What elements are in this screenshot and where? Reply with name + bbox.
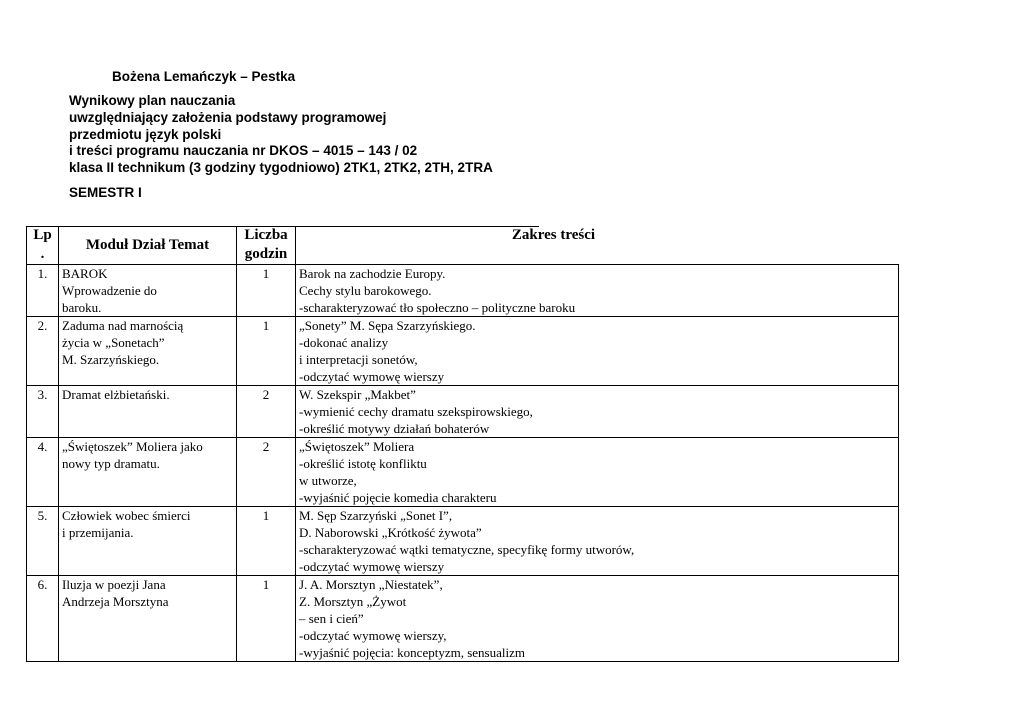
heading-line: klasa II technikum (3 godziny tygodniowo) 2TK1, 2TK2, 2TH, 2TRA bbox=[69, 160, 493, 176]
topic-line: baroku. bbox=[62, 300, 102, 315]
content-line: -wymienić cechy dramatu szekspirowskiego, bbox=[299, 404, 533, 419]
table-row bbox=[27, 265, 899, 317]
header-hours-line: Liczba bbox=[244, 227, 288, 243]
heading-line: i treści programu nauczania nr DKOS – 4015 – 143 / 02 bbox=[69, 143, 418, 159]
topic-line: Człowiek wobec śmierci bbox=[62, 508, 191, 523]
row-topic bbox=[59, 576, 237, 662]
header-module: Moduł Dział Temat bbox=[59, 226, 237, 265]
header-hours bbox=[237, 226, 296, 265]
content-line: -określić istotę konfliktu bbox=[299, 456, 427, 471]
row-topic bbox=[59, 438, 237, 507]
content-line: -wyjaśnić pojęcia: konceptyzm, sensualizm bbox=[299, 645, 525, 660]
topic-line: nowy typ dramatu. bbox=[62, 456, 160, 471]
row-hours: 1 bbox=[237, 265, 296, 317]
row-number: 4. bbox=[27, 438, 59, 507]
content-line: i interpretacji sonetów, bbox=[299, 352, 418, 367]
row-topic bbox=[59, 265, 237, 317]
document-heading bbox=[69, 93, 493, 177]
content-line: -odczytać wymowę wierszy bbox=[299, 369, 445, 384]
row-content bbox=[296, 576, 899, 662]
content-line: – sen i cień” bbox=[299, 611, 364, 626]
row-topic bbox=[59, 507, 237, 576]
topic-line: Andrzeja Morsztyna bbox=[62, 594, 169, 609]
row-number: 1. bbox=[27, 265, 59, 317]
row-number: 2. bbox=[27, 317, 59, 386]
heading-line: uwzględniający założenia podstawy programowej bbox=[69, 109, 387, 125]
content-line: Barok na zachodzie Europy. bbox=[299, 266, 446, 281]
row-content bbox=[296, 265, 899, 317]
topic-line: BAROK bbox=[62, 266, 108, 281]
row-content bbox=[296, 386, 899, 438]
row-hours: 2 bbox=[237, 438, 296, 507]
header-lp bbox=[27, 226, 59, 265]
header-hours-line: godzin bbox=[244, 246, 288, 262]
content-line: -odczytać wymowę wierszy bbox=[299, 559, 445, 574]
topic-line: Iluzja w poezji Jana bbox=[62, 577, 166, 592]
content-line: -odczytać wymowę wierszy, bbox=[299, 628, 447, 643]
row-hours: 1 bbox=[237, 576, 296, 662]
table-row bbox=[27, 507, 899, 576]
header-content: Zakres treści bbox=[296, 226, 899, 265]
header-lp-line: Lp bbox=[33, 227, 52, 243]
table-header-row bbox=[27, 226, 899, 265]
content-line: -wyjaśnić pojęcie komedia charakteru bbox=[299, 490, 497, 505]
header-lp-line: . bbox=[40, 246, 45, 262]
row-hours: 2 bbox=[237, 386, 296, 438]
content-line: Z. Morsztyn „Żywot bbox=[299, 594, 407, 609]
content-line: Cechy stylu barokowego. bbox=[299, 283, 432, 298]
content-line: -dokonać analizy bbox=[299, 335, 389, 350]
row-number: 6. bbox=[27, 576, 59, 662]
row-content bbox=[296, 317, 899, 386]
row-content bbox=[296, 507, 899, 576]
topic-line: Wprowadzenie do bbox=[62, 283, 157, 298]
row-number: 5. bbox=[27, 507, 59, 576]
row-topic bbox=[59, 317, 237, 386]
table-row bbox=[27, 438, 899, 507]
content-line: -scharakteryzować wątki tematyczne, specyfikę formy utworów, bbox=[299, 542, 635, 557]
row-content bbox=[296, 438, 899, 507]
content-line: w utworze, bbox=[299, 473, 357, 488]
topic-line: Dramat elżbietański. bbox=[62, 387, 170, 402]
topic-line: i przemijania. bbox=[62, 525, 134, 540]
topic-line: życia w „Sonetach” bbox=[62, 335, 165, 350]
content-line: -scharakteryzować tło społeczno – polityczne baroku bbox=[299, 300, 576, 315]
lesson-plan-table bbox=[26, 226, 899, 662]
table-row bbox=[27, 386, 899, 438]
heading-line: Wynikowy plan nauczania bbox=[69, 93, 236, 108]
row-hours: 1 bbox=[237, 317, 296, 386]
content-line: „Sonety” M. Sępa Szarzyńskiego. bbox=[299, 318, 476, 333]
semester-label: SEMESTR I bbox=[69, 185, 142, 200]
content-line: -określić motywy działań bohaterów bbox=[299, 421, 490, 436]
table-row bbox=[27, 317, 899, 386]
topic-line: M. Szarzyńskiego. bbox=[62, 352, 160, 367]
content-line: D. Naborowski „Krótkość żywota” bbox=[299, 525, 482, 540]
author-name: Bożena Lemańczyk – Pestka bbox=[112, 69, 296, 84]
content-line: J. A. Morsztyn „Niestatek”, bbox=[299, 577, 443, 592]
row-hours: 1 bbox=[237, 507, 296, 576]
topic-line: „Świętoszek” Moliera jako bbox=[62, 439, 203, 454]
content-line: M. Sęp Szarzyński „Sonet I”, bbox=[299, 508, 453, 523]
topic-line: Zaduma nad marnością bbox=[62, 318, 184, 333]
row-number: 3. bbox=[27, 386, 59, 438]
row-topic bbox=[59, 386, 237, 438]
heading-line: przedmiotu język polski bbox=[69, 126, 222, 142]
table-row bbox=[27, 576, 899, 662]
content-line: W. Szekspir „Makbet” bbox=[299, 387, 416, 402]
content-line: „Świętoszek” Moliera bbox=[299, 439, 415, 454]
